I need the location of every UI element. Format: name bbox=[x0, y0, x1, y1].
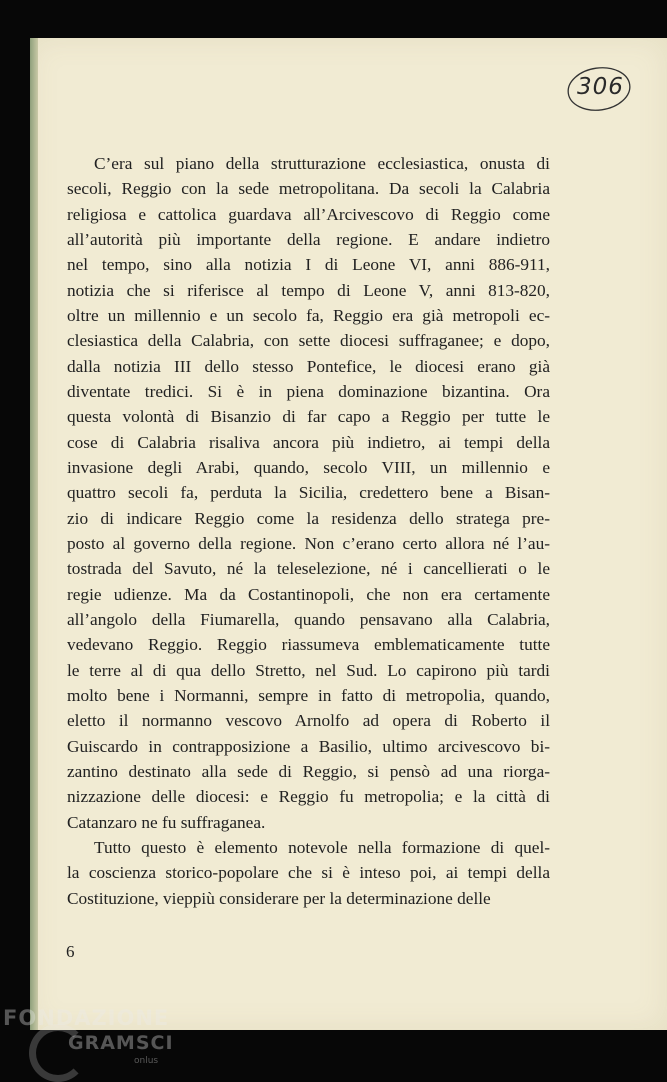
text-line: invasione degli Arabi, quando, secolo VIII, un millennio e bbox=[67, 457, 550, 477]
text-line: molto bene i Normanni, sempre in fatto di metropolia, quando, bbox=[67, 685, 550, 705]
text-line: all’angolo della Fiumarella, quando pensavano alla Calabria, bbox=[67, 609, 550, 629]
page-number: 6 bbox=[66, 942, 75, 961]
text-line: vedevano Reggio. Reggio riassumeva emblematicamente tutte bbox=[67, 635, 550, 655]
text-line: posto al governo della regione. Non c’erano certo allora né l’au- bbox=[67, 533, 550, 553]
text-line: cose di Calabria risaliva ancora più indietro, ai tempi della bbox=[67, 432, 550, 452]
text-line: zantino destinato alla sede di Reggio, si pensò ad una riorga- bbox=[67, 761, 550, 781]
text-line: religiosa e cattolica guardava all’Arcivescovo di Reggio come bbox=[67, 204, 550, 224]
watermark-line1: FONDAZIONE bbox=[3, 1006, 170, 1030]
text-line: Tutto questo è elemento notevole nella formazione di quel- bbox=[94, 837, 550, 857]
text-line: nizzazione delle diocesi: e Reggio fu metropolia; e la città di bbox=[67, 787, 550, 807]
handwritten-page-annotation bbox=[565, 64, 635, 114]
text-line: secoli, Reggio con la sede metropolitana. Da secoli la Calabria bbox=[67, 179, 550, 199]
text-line: regie udienze. Ma da Costantinopoli, che non era certamente bbox=[67, 584, 550, 604]
text-line: tostrada del Savuto, né la teleselezione, né i cancellierati o le bbox=[67, 559, 550, 579]
text-line: Catanzaro ne fu suffraganea. bbox=[67, 812, 266, 832]
text-line: oltre un millennio e un secolo fa, Reggio era già metropoli ec- bbox=[67, 305, 550, 325]
watermark-line2: GRAMSCI bbox=[68, 1032, 174, 1054]
text-line: eletto il normanno vescovo Arnolfo ad opera di Roberto il bbox=[67, 711, 550, 731]
text-line: dalla notizia III dello stesso Pontefice, le diocesi erano già bbox=[67, 356, 550, 376]
text-line: Costituzione, vieppiù considerare per la determinazione delle bbox=[67, 888, 491, 908]
body-text bbox=[67, 151, 550, 911]
page-edge-strip bbox=[30, 38, 38, 1030]
paragraphs bbox=[67, 151, 550, 911]
text-line: questa volontà di Bisanzio di far capo a Reggio per tutte le bbox=[67, 407, 550, 427]
text-line: quattro secoli fa, perduta la Sicilia, credettero bene a Bisan- bbox=[67, 483, 550, 503]
text-line: le terre al di qua dello Stretto, nel Sud. Lo capirono più tardi bbox=[67, 660, 550, 680]
text-line: Guiscardo in contrapposizione a Basilio, ultimo arcivescovo bi- bbox=[67, 736, 550, 756]
text-line: nel tempo, sino alla notizia I di Leone VI, anni 886-911, bbox=[67, 255, 550, 275]
text-line: notizia che si riferisce al tempo di Leone V, anni 813-820, bbox=[67, 280, 550, 300]
watermark-onlus: onlus bbox=[134, 1056, 159, 1066]
text-line: la coscienza storico-popolare che si è inteso poi, ai tempi della bbox=[67, 863, 550, 883]
text-line: C’era sul piano della strutturazione ecclesiastica, onusta di bbox=[94, 154, 550, 173]
text-line: clesiastica della Calabria, con sette diocesi suffraganee; e dopo, bbox=[67, 331, 550, 351]
annotation-number: 306 bbox=[577, 74, 624, 100]
text-line: diventate tredici. Si è in piena dominazione bizantina. Ora bbox=[67, 381, 550, 401]
fondazione-gramsci-watermark bbox=[3, 1006, 174, 1080]
text-line: all’autorità più importante della regione. E andare indietro bbox=[67, 229, 550, 249]
text-line: zio di indicare Reggio come la residenza dello stratega pre- bbox=[67, 508, 550, 528]
